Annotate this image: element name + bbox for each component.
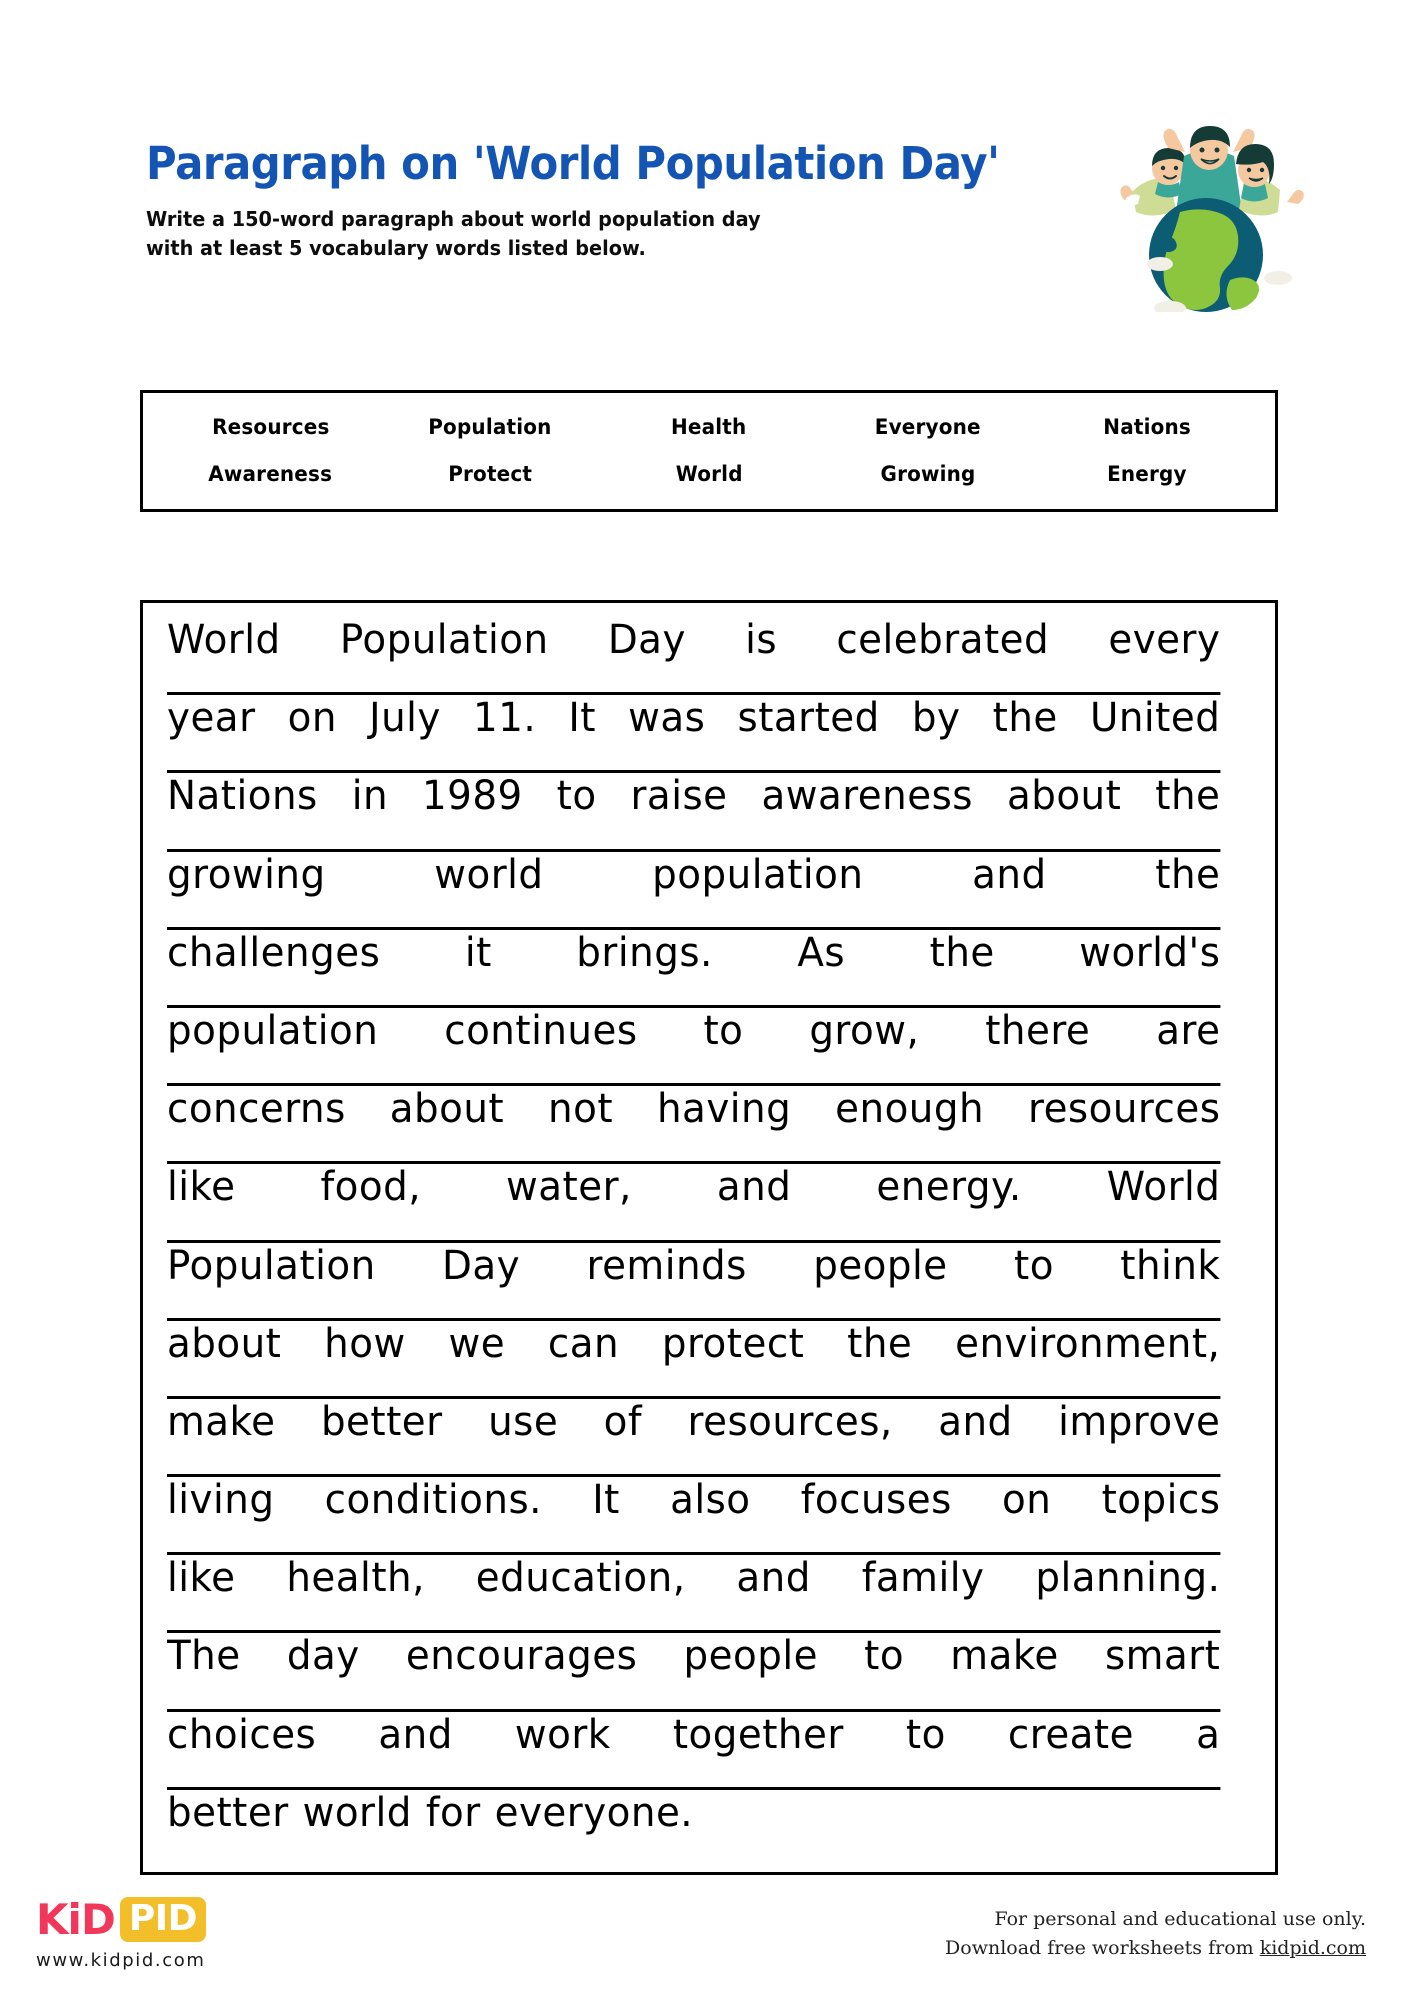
paragraph-word: the <box>847 1320 913 1367</box>
paragraph-word: we <box>448 1320 506 1367</box>
paragraph-word: living <box>167 1477 275 1524</box>
paragraph-word: create <box>1007 1711 1134 1758</box>
paragraph-word: not <box>548 1086 614 1133</box>
website-url: www.kidpid.com <box>36 1950 206 1971</box>
footer-note <box>945 1905 1366 1964</box>
child-right-icon <box>1236 144 1304 216</box>
paragraph-word: focuses <box>800 1477 952 1524</box>
paragraph-word: world's <box>1079 929 1221 976</box>
paragraph-word: celebrated <box>836 617 1050 663</box>
paragraph-word: protect <box>661 1320 805 1367</box>
paragraph-word: make <box>167 1398 276 1445</box>
paragraph-word: about <box>1006 773 1122 820</box>
paragraph-word: encourages <box>405 1633 638 1680</box>
paragraph-word: family <box>861 1555 985 1602</box>
paragraph-line <box>167 1243 1220 1321</box>
paragraph-word: by <box>911 695 961 742</box>
paragraph-word: for <box>425 1789 481 1836</box>
paragraph-line <box>167 1555 1220 1633</box>
paragraph-word: started <box>737 695 880 742</box>
paragraph-word: World <box>167 617 281 663</box>
paragraph-word: the <box>992 695 1058 742</box>
paragraph-word: every <box>1108 617 1221 663</box>
paragraph-word: enough <box>835 1086 985 1133</box>
paragraph-line <box>167 773 1220 851</box>
paragraph-word: and <box>736 1555 811 1602</box>
paragraph-word: challenges <box>167 929 381 976</box>
paragraph-word: also <box>670 1477 751 1524</box>
paragraph-word: use <box>488 1398 559 1445</box>
paragraph-word: topics <box>1101 1477 1221 1524</box>
paragraph-word: year <box>167 695 256 742</box>
vocab-word: Population <box>428 414 552 439</box>
instruction-line-1: Write a 150-word paragraph about world population day <box>146 206 761 231</box>
footer-note-line-1: For personal and educational use only. <box>994 1908 1366 1930</box>
paragraph-line <box>167 1790 1220 1868</box>
instruction-line-2: with at least 5 vocabulary words listed below. <box>146 235 646 260</box>
paragraph-word: world <box>434 851 544 898</box>
paragraph-line <box>167 1321 1220 1399</box>
paragraph-word: awareness <box>761 773 973 820</box>
paragraph-line <box>167 1633 1220 1711</box>
logo-row <box>36 1895 296 1944</box>
vocabulary-grid <box>143 393 1275 509</box>
paragraph-word: and <box>972 851 1047 898</box>
paragraph-word: United <box>1089 695 1221 742</box>
kidpid-logo <box>36 1895 296 1971</box>
paragraph-word: reminds <box>586 1242 747 1289</box>
paragraph-line <box>167 1399 1220 1477</box>
paragraph-answer-box[interactable] <box>140 600 1278 1875</box>
paragraph-word: improve <box>1058 1398 1221 1445</box>
paragraph-word: on <box>1002 1477 1052 1524</box>
footer-note-prefix: Download free worksheets from <box>945 1937 1260 1960</box>
paragraph-word: to <box>1014 1242 1054 1289</box>
vocab-word: World <box>675 461 743 486</box>
paragraph-word: to <box>905 1711 946 1758</box>
paragraph-word: resources <box>1027 1086 1221 1133</box>
paragraph-word: 1989 <box>421 773 523 820</box>
paragraph-word: to <box>556 773 597 820</box>
paragraph-word: to <box>703 1007 744 1054</box>
paragraph-word: energy. <box>876 1164 1022 1211</box>
paragraph-word: World <box>1106 1164 1221 1211</box>
logo-kid-text: KiD <box>36 1895 115 1944</box>
vocab-word: Resources <box>211 414 330 439</box>
paragraph-word: everyone. <box>494 1789 694 1836</box>
vocab-word: Growing <box>880 461 976 486</box>
paragraph-word: having <box>656 1086 792 1133</box>
paragraph-word: make <box>950 1633 1059 1680</box>
paragraph-word: growing <box>167 851 326 898</box>
paragraph-word: better <box>320 1398 443 1445</box>
paragraph-word: was <box>628 695 706 742</box>
paragraph-word: 11. <box>473 695 537 742</box>
paragraph-word: It <box>568 695 596 742</box>
paragraph-word: population <box>652 851 864 898</box>
child-left-icon <box>1120 148 1186 216</box>
paragraph-word: think <box>1120 1242 1221 1289</box>
paragraph-word: Day <box>442 1242 521 1289</box>
logo-pid-text: PID <box>128 1898 197 1939</box>
paragraph-word: like <box>167 1555 236 1602</box>
paragraph-word: choices <box>167 1711 317 1758</box>
paragraph-word: people <box>683 1633 818 1680</box>
vocab-word: Nations <box>1103 414 1192 439</box>
paragraph-word: day <box>286 1633 360 1680</box>
paragraph-word: Population <box>339 617 549 663</box>
paragraph-word: the <box>929 929 995 976</box>
paragraph-word: and <box>938 1398 1013 1445</box>
paragraph-word: better <box>167 1789 289 1836</box>
paragraph-word: continues <box>444 1007 638 1054</box>
paragraph-word: brings. <box>576 929 713 976</box>
paragraph-word: it <box>464 929 492 976</box>
paragraph-word: work <box>514 1711 611 1758</box>
paragraph-word: water, <box>506 1164 632 1211</box>
instruction-text <box>146 205 1199 263</box>
paragraph-line <box>167 1008 1220 1086</box>
vocab-word: Everyone <box>875 414 982 439</box>
paragraph-word: like <box>167 1164 236 1211</box>
paragraph-word: grow, <box>809 1007 920 1054</box>
paragraph-line <box>167 1086 1220 1164</box>
paragraph-word: conditions. <box>324 1477 542 1524</box>
vocab-word: Health <box>671 414 747 439</box>
paragraph-word: Nations <box>167 773 318 820</box>
paragraph-lines <box>167 617 1253 1868</box>
page-title: Paragraph on 'World Population Day' <box>146 137 1000 190</box>
paragraph-word: environment, <box>955 1320 1221 1367</box>
header <box>146 137 1266 263</box>
paragraph-word: a <box>1196 1711 1221 1758</box>
vocabulary-box <box>140 390 1278 512</box>
paragraph-word: the <box>1155 851 1221 898</box>
footer-note-line-2 <box>945 1934 1366 1963</box>
paragraph-word: education, <box>475 1555 686 1602</box>
paragraph-line <box>167 930 1220 1008</box>
paragraph-word: July <box>369 695 441 742</box>
vocab-word: Protect <box>447 461 532 486</box>
paragraph-word: and <box>716 1164 792 1211</box>
paragraph-word: population <box>167 1007 379 1054</box>
paragraph-line <box>167 617 1220 695</box>
paragraph-word: food, <box>320 1164 422 1211</box>
paragraph-line <box>167 695 1220 773</box>
paragraph-word: is <box>745 617 778 663</box>
paragraph-word: and <box>378 1711 453 1758</box>
paragraph-word: Day <box>607 617 686 663</box>
paragraph-word: can <box>547 1320 620 1367</box>
paragraph-word: of <box>603 1398 643 1445</box>
paragraph-word: together <box>672 1711 844 1758</box>
paragraph-word: are <box>1156 1007 1221 1054</box>
paragraph-word: The <box>167 1633 241 1680</box>
vocab-word: Awareness <box>208 461 333 486</box>
paragraph-word: resources, <box>687 1398 893 1445</box>
paragraph-word: health, <box>286 1555 425 1602</box>
vocab-word: Energy <box>1107 461 1188 486</box>
paragraph-word: the <box>1155 773 1221 820</box>
paragraph-word: on <box>287 695 337 742</box>
kidpid-link[interactable]: kidpid.com <box>1259 1937 1366 1960</box>
paragraph-word: about <box>167 1320 282 1367</box>
paragraph-word: It <box>592 1477 620 1524</box>
paragraph-word: world <box>302 1789 412 1836</box>
logo-pid-badge <box>120 1897 206 1942</box>
paragraph-word: how <box>324 1320 406 1367</box>
paragraph-word: there <box>985 1007 1091 1054</box>
paragraph-line <box>167 1477 1220 1555</box>
paragraph-word: As <box>797 929 846 976</box>
paragraph-word: to <box>864 1633 905 1680</box>
paragraph-word: Population <box>167 1242 376 1289</box>
paragraph-word: in <box>351 773 389 820</box>
kids-on-globe-illustration <box>1102 112 1310 312</box>
paragraph-word: concerns <box>167 1086 346 1133</box>
paragraph-word: smart <box>1104 1633 1221 1680</box>
paragraph-line <box>167 1712 1220 1790</box>
paragraph-word: about <box>389 1086 505 1133</box>
paragraph-line <box>167 1164 1220 1242</box>
paragraph-word: people <box>813 1242 948 1289</box>
paragraph-word: planning. <box>1035 1555 1221 1602</box>
paragraph-word: raise <box>630 773 728 820</box>
paragraph-line <box>167 852 1220 930</box>
globe-icon <box>1147 198 1292 312</box>
